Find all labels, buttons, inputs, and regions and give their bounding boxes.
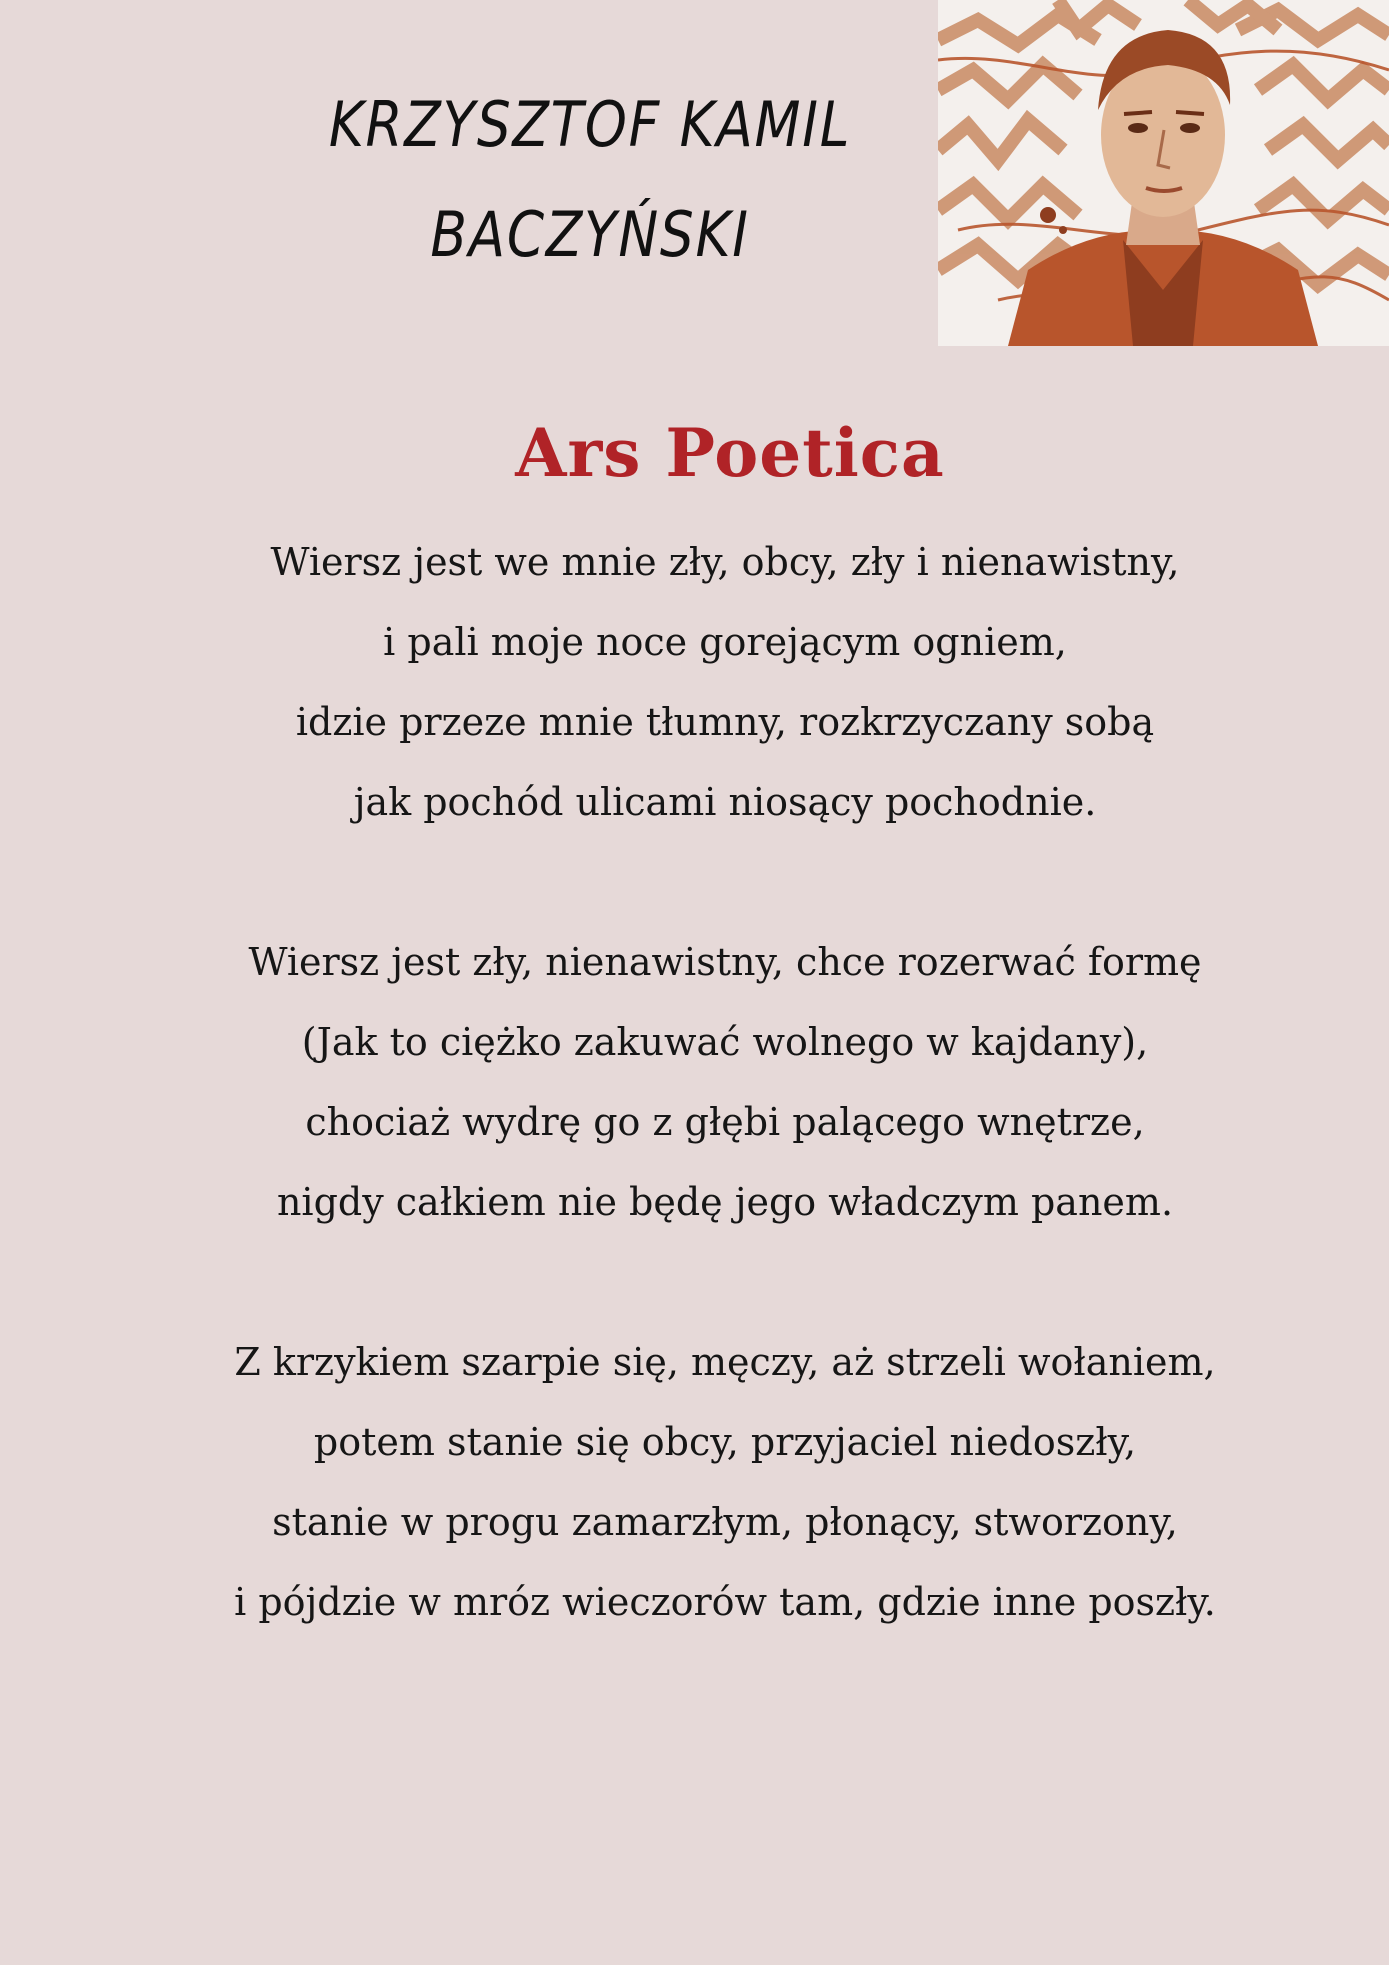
poem-stanza-1 — [130, 522, 1320, 842]
poem-stanza-2 — [130, 922, 1320, 1242]
poem-stanza-3 — [130, 1322, 1320, 1642]
poem-line: potem stanie się obcy, przyjaciel niedoszły, — [313, 1420, 1137, 1464]
poem-title: Ars Poetica — [515, 414, 945, 492]
poem-line: Wiersz jest we mnie zły, obcy, zły i nienawistny, — [270, 540, 1180, 584]
author-name — [280, 70, 899, 290]
poem-line: Wiersz jest zły, nienawistny, chce rozerwać formę — [248, 940, 1202, 984]
poem-line: (Jak to ciężko zakuwać wolnego w kajdany), — [301, 1020, 1149, 1064]
poem-line: i pali moje noce gorejącym ogniem, — [383, 620, 1067, 664]
poem-body — [130, 522, 1320, 1642]
poem-line: jak pochód ulicami niosący pochodnie. — [353, 780, 1097, 824]
poem-line: Z krzykiem szarpie się, męczy, aż strzeli wołaniem, — [234, 1340, 1216, 1384]
poem-line: stanie w progu zamarzłym, płonący, stworzony, — [272, 1500, 1178, 1544]
poem-line: chociaż wydrę go z głębi palącego wnętrze, — [305, 1100, 1145, 1144]
author-name-line-2: BACZYŃSKI — [430, 198, 750, 271]
poem-line: nigdy całkiem nie będę jego władczym panem. — [276, 1180, 1174, 1224]
poem-line: i pójdzie w mróz wieczorów tam, gdzie inne poszły. — [234, 1580, 1216, 1624]
poem-line: idzie przeze mnie tłumny, rozkrzyczany sobą — [295, 700, 1155, 744]
portrait-illustration-icon — [938, 0, 1389, 346]
author-name-line-1: KRZYSZTOF KAMIL — [328, 88, 852, 161]
